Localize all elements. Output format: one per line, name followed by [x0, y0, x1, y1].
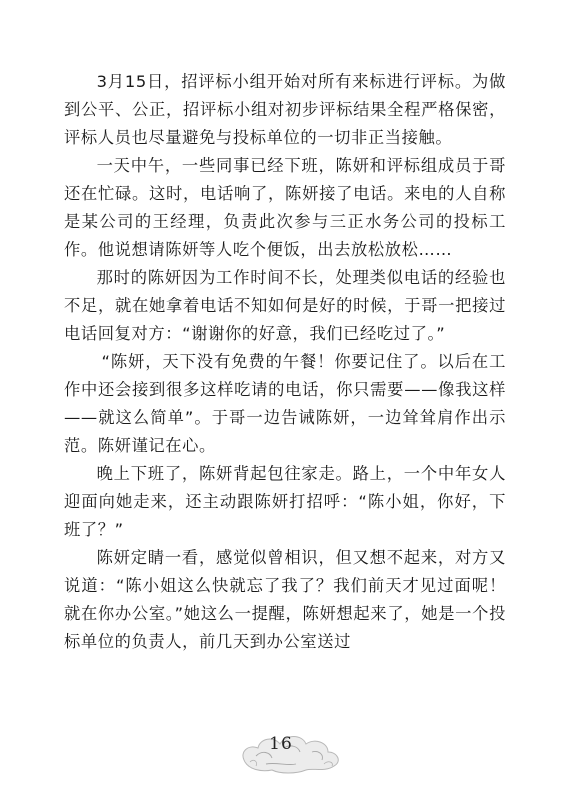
page-number: 16	[269, 734, 293, 754]
paragraph-5: 晚上下班了，陈妍背起包往家走。路上，一个中年女人迎面向她走来，还主动跟陈妍打招呼：“陈小姐，你好，下班了？”	[64, 464, 506, 539]
paragraph-1: 3月15日，招评标小组开始对所有来标进行评标。为做到公平、公正，招评标小组对初步评标结果全程严格保密，评标人员也尽量避免与投标单位的一切非正当接触。	[64, 72, 506, 147]
paragraph-3: 那时的陈妍因为工作时间不长，处理类似电话的经验也不足，就在她拿着电话不知如何是好的时候，于哥一把接过电话回复对方：“谢谢你的好意，我们已经吃过了。”	[64, 268, 506, 343]
body-text	[64, 68, 506, 656]
paragraph-4: “陈妍，天下没有免费的午餐！你要记住了。以后在工作中还会接到很多这样吃请的电话，你只需要——像我这样——就这么简单”。于哥一边告诫陈妍，一边耸耸肩作出示范。陈妍谨记在心。	[64, 352, 506, 455]
page-footer	[0, 726, 562, 786]
paragraph-2: 一天中午，一些同事已经下班，陈妍和评标组成员于哥还在忙碌。这时，电话响了，陈妍接了电话。来电的人自称是某公司的王经理，负责此次参与三正水务公司的投标工作。他说想请陈妍等人吃个便饭，出去放松放松……	[64, 156, 506, 259]
paragraph-6: 陈妍定睛一看，感觉似曾相识，但又想不起来，对方又说道：“陈小姐这么快就忘了我了？我们前天才见过面呢！就在你办公室。”她这么一提醒，陈妍想起来了，她是一个投标单位的负责人，前几天到办公室送过	[64, 548, 506, 651]
